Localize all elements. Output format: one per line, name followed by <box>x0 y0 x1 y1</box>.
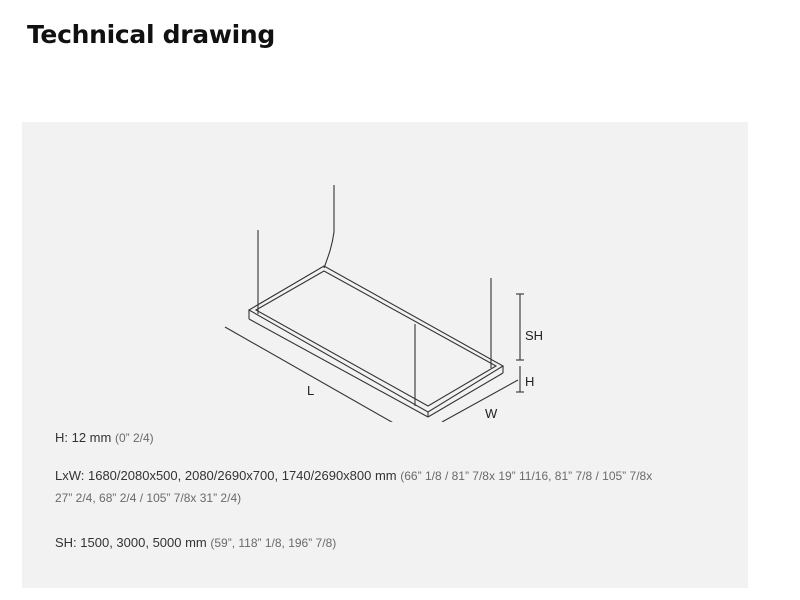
l-label: L <box>307 383 315 398</box>
spec-suspension-height-imperial: (59”, 118” 1/8, 196” 7/8) <box>210 536 337 550</box>
spec-height-value: H: 12 mm <box>55 430 112 445</box>
spec-height <box>55 427 154 449</box>
spec-length-width-value: LxW: 1680/2080x500, 2080/2690x700, 1740/2690x800 mm <box>55 468 397 483</box>
spec-height-imperial: (0” 2/4) <box>114 431 154 445</box>
lamp-technical-drawing <box>22 122 748 422</box>
frame-outer <box>249 266 503 412</box>
spec-length-width-imperial: (66” 1/8 / 81” 7/8x 19” 11/16, 81” 7/8 / 105” 7/8x 27” 2/4, 68” 2/4 / 105” 7/8x 31” 2/4) <box>55 469 653 505</box>
cable-power <box>324 232 334 268</box>
spec-suspension-height-value: SH: 1500, 3000, 5000 mm <box>55 535 207 550</box>
w-label: W <box>485 406 498 421</box>
technical-drawing-panel <box>22 122 748 588</box>
sh-label: SH <box>525 328 544 343</box>
frame-inner <box>256 271 496 406</box>
h-label: H <box>525 374 535 389</box>
spec-length-width <box>55 465 655 509</box>
spec-suspension-height <box>55 532 336 554</box>
l-dimension-line <box>225 327 404 422</box>
page-title: Technical drawing <box>27 20 275 49</box>
